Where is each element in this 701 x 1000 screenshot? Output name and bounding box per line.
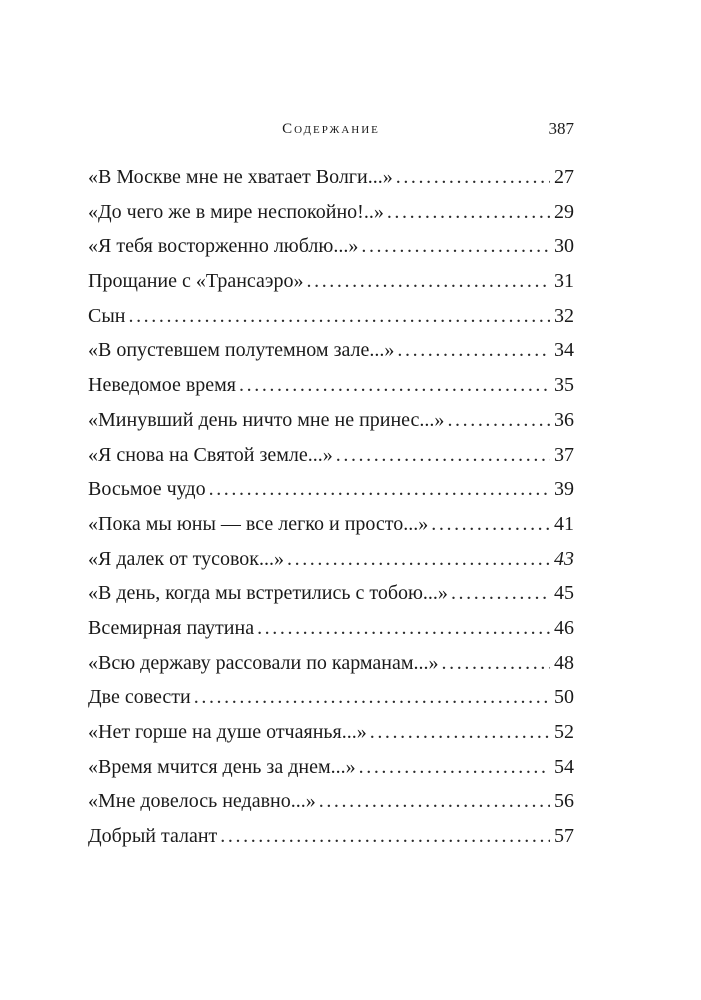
toc-entry-page: 34 bbox=[554, 339, 574, 362]
toc-entry-title: «Я далек от тусовок...» bbox=[88, 547, 284, 570]
toc-entry-page: 31 bbox=[554, 270, 574, 293]
dot-leader bbox=[217, 821, 550, 851]
toc-entry[interactable] bbox=[88, 648, 574, 683]
toc-entry-title: Две совести bbox=[88, 686, 191, 709]
dot-leader bbox=[358, 231, 550, 261]
toc-entry-page: 52 bbox=[554, 721, 574, 743]
toc-entry-title: «Я снова на Святой земле...» bbox=[88, 443, 333, 466]
dot-leader bbox=[384, 197, 550, 227]
toc-entry[interactable] bbox=[88, 821, 574, 856]
toc-entry-page: 43 bbox=[554, 547, 574, 570]
toc-entry-title: «Всю державу рассовали по карманам...» bbox=[88, 651, 439, 674]
toc-entry-title: «Время мчится день за днем...» bbox=[88, 755, 356, 778]
toc-entry-page: 37 bbox=[554, 443, 574, 466]
dot-leader bbox=[236, 370, 550, 400]
toc-entry-page: 57 bbox=[554, 825, 574, 848]
toc-entry[interactable] bbox=[88, 682, 574, 717]
toc-entry[interactable] bbox=[88, 752, 574, 787]
toc-entry-page: 50 bbox=[554, 686, 574, 709]
toc-entry-page: 27 bbox=[554, 166, 574, 188]
toc-entry[interactable] bbox=[88, 509, 574, 544]
dot-leader bbox=[125, 301, 550, 331]
dot-leader bbox=[284, 544, 550, 574]
dot-leader bbox=[428, 509, 550, 539]
toc-entry-page: 46 bbox=[554, 616, 574, 639]
dot-leader bbox=[448, 578, 550, 608]
toc-entry[interactable] bbox=[88, 370, 574, 405]
toc-entry-page: 29 bbox=[554, 200, 574, 223]
toc-entry-title: «Нет горше на душе отчаянья...» bbox=[88, 721, 367, 743]
toc-entry[interactable] bbox=[88, 405, 574, 440]
dot-leader bbox=[444, 405, 550, 435]
toc-entry[interactable] bbox=[88, 717, 574, 752]
toc-entry-title: «Мне довелось недавно...» bbox=[88, 790, 316, 813]
toc-entry-title: «В опустевшем полутемном зале...» bbox=[88, 339, 395, 362]
page-title: Содержание bbox=[282, 121, 380, 137]
dot-leader bbox=[367, 717, 550, 747]
toc-entry[interactable] bbox=[88, 440, 574, 475]
page-number: 387 bbox=[548, 119, 574, 138]
toc-entry-title: «Пока мы юны — все легко и просто...» bbox=[88, 512, 429, 535]
toc-entry[interactable] bbox=[88, 786, 574, 821]
toc-entry-title: Всемирная паутина bbox=[88, 616, 255, 639]
toc-entry[interactable] bbox=[88, 578, 574, 613]
toc-entry-title: Сын bbox=[88, 304, 126, 327]
toc-entry[interactable] bbox=[88, 197, 574, 232]
toc-entry-page: 54 bbox=[554, 755, 574, 778]
toc-entry-page: 36 bbox=[554, 408, 574, 431]
toc-entry-title: Восьмое чудо bbox=[88, 478, 206, 501]
toc-entry-page: 56 bbox=[554, 790, 574, 813]
toc-entry[interactable] bbox=[88, 301, 574, 336]
toc-entry-page: 35 bbox=[554, 374, 574, 397]
dot-leader bbox=[254, 613, 550, 643]
dot-leader bbox=[394, 335, 550, 365]
toc-entry-page: 39 bbox=[554, 478, 574, 501]
table-of-contents bbox=[88, 162, 574, 856]
dot-leader bbox=[356, 752, 550, 782]
dot-leader bbox=[393, 162, 550, 192]
toc-entry-title: «В день, когда мы встретились с тобою...» bbox=[88, 582, 448, 605]
toc-entry[interactable] bbox=[88, 544, 574, 579]
toc-entry[interactable] bbox=[88, 266, 574, 301]
toc-entry-title: «До чего же в мире неспокойно!..» bbox=[88, 200, 384, 223]
toc-entry-title: «Минувший день ничто мне не принес...» bbox=[88, 408, 445, 431]
toc-entry-page: 41 bbox=[554, 512, 574, 535]
toc-entry-title: Прощание с «Трансаэро» bbox=[88, 270, 304, 293]
toc-entry-page: 30 bbox=[554, 235, 574, 258]
toc-entry-title: «Я тебя восторженно люблю...» bbox=[88, 235, 359, 258]
dot-leader bbox=[304, 266, 551, 296]
toc-entry[interactable] bbox=[88, 474, 574, 509]
toc-entry[interactable] bbox=[88, 613, 574, 648]
dot-leader bbox=[191, 682, 550, 712]
dot-leader bbox=[316, 786, 550, 816]
toc-entry[interactable] bbox=[88, 162, 574, 197]
dot-leader bbox=[333, 440, 550, 470]
toc-entry-page: 48 bbox=[554, 651, 574, 674]
toc-entry-title: Добрый талант bbox=[88, 825, 218, 848]
toc-entry-page: 32 bbox=[554, 304, 574, 327]
toc-entry-title: Неведомое время bbox=[88, 374, 237, 397]
dot-leader bbox=[206, 474, 550, 504]
toc-entry-title: «В Москве мне не хватает Волги...» bbox=[88, 166, 393, 188]
dot-leader bbox=[439, 648, 550, 678]
toc-entry[interactable] bbox=[88, 335, 574, 370]
toc-entry[interactable] bbox=[88, 231, 574, 266]
toc-entry-page: 45 bbox=[554, 582, 574, 605]
running-head bbox=[88, 117, 574, 141]
